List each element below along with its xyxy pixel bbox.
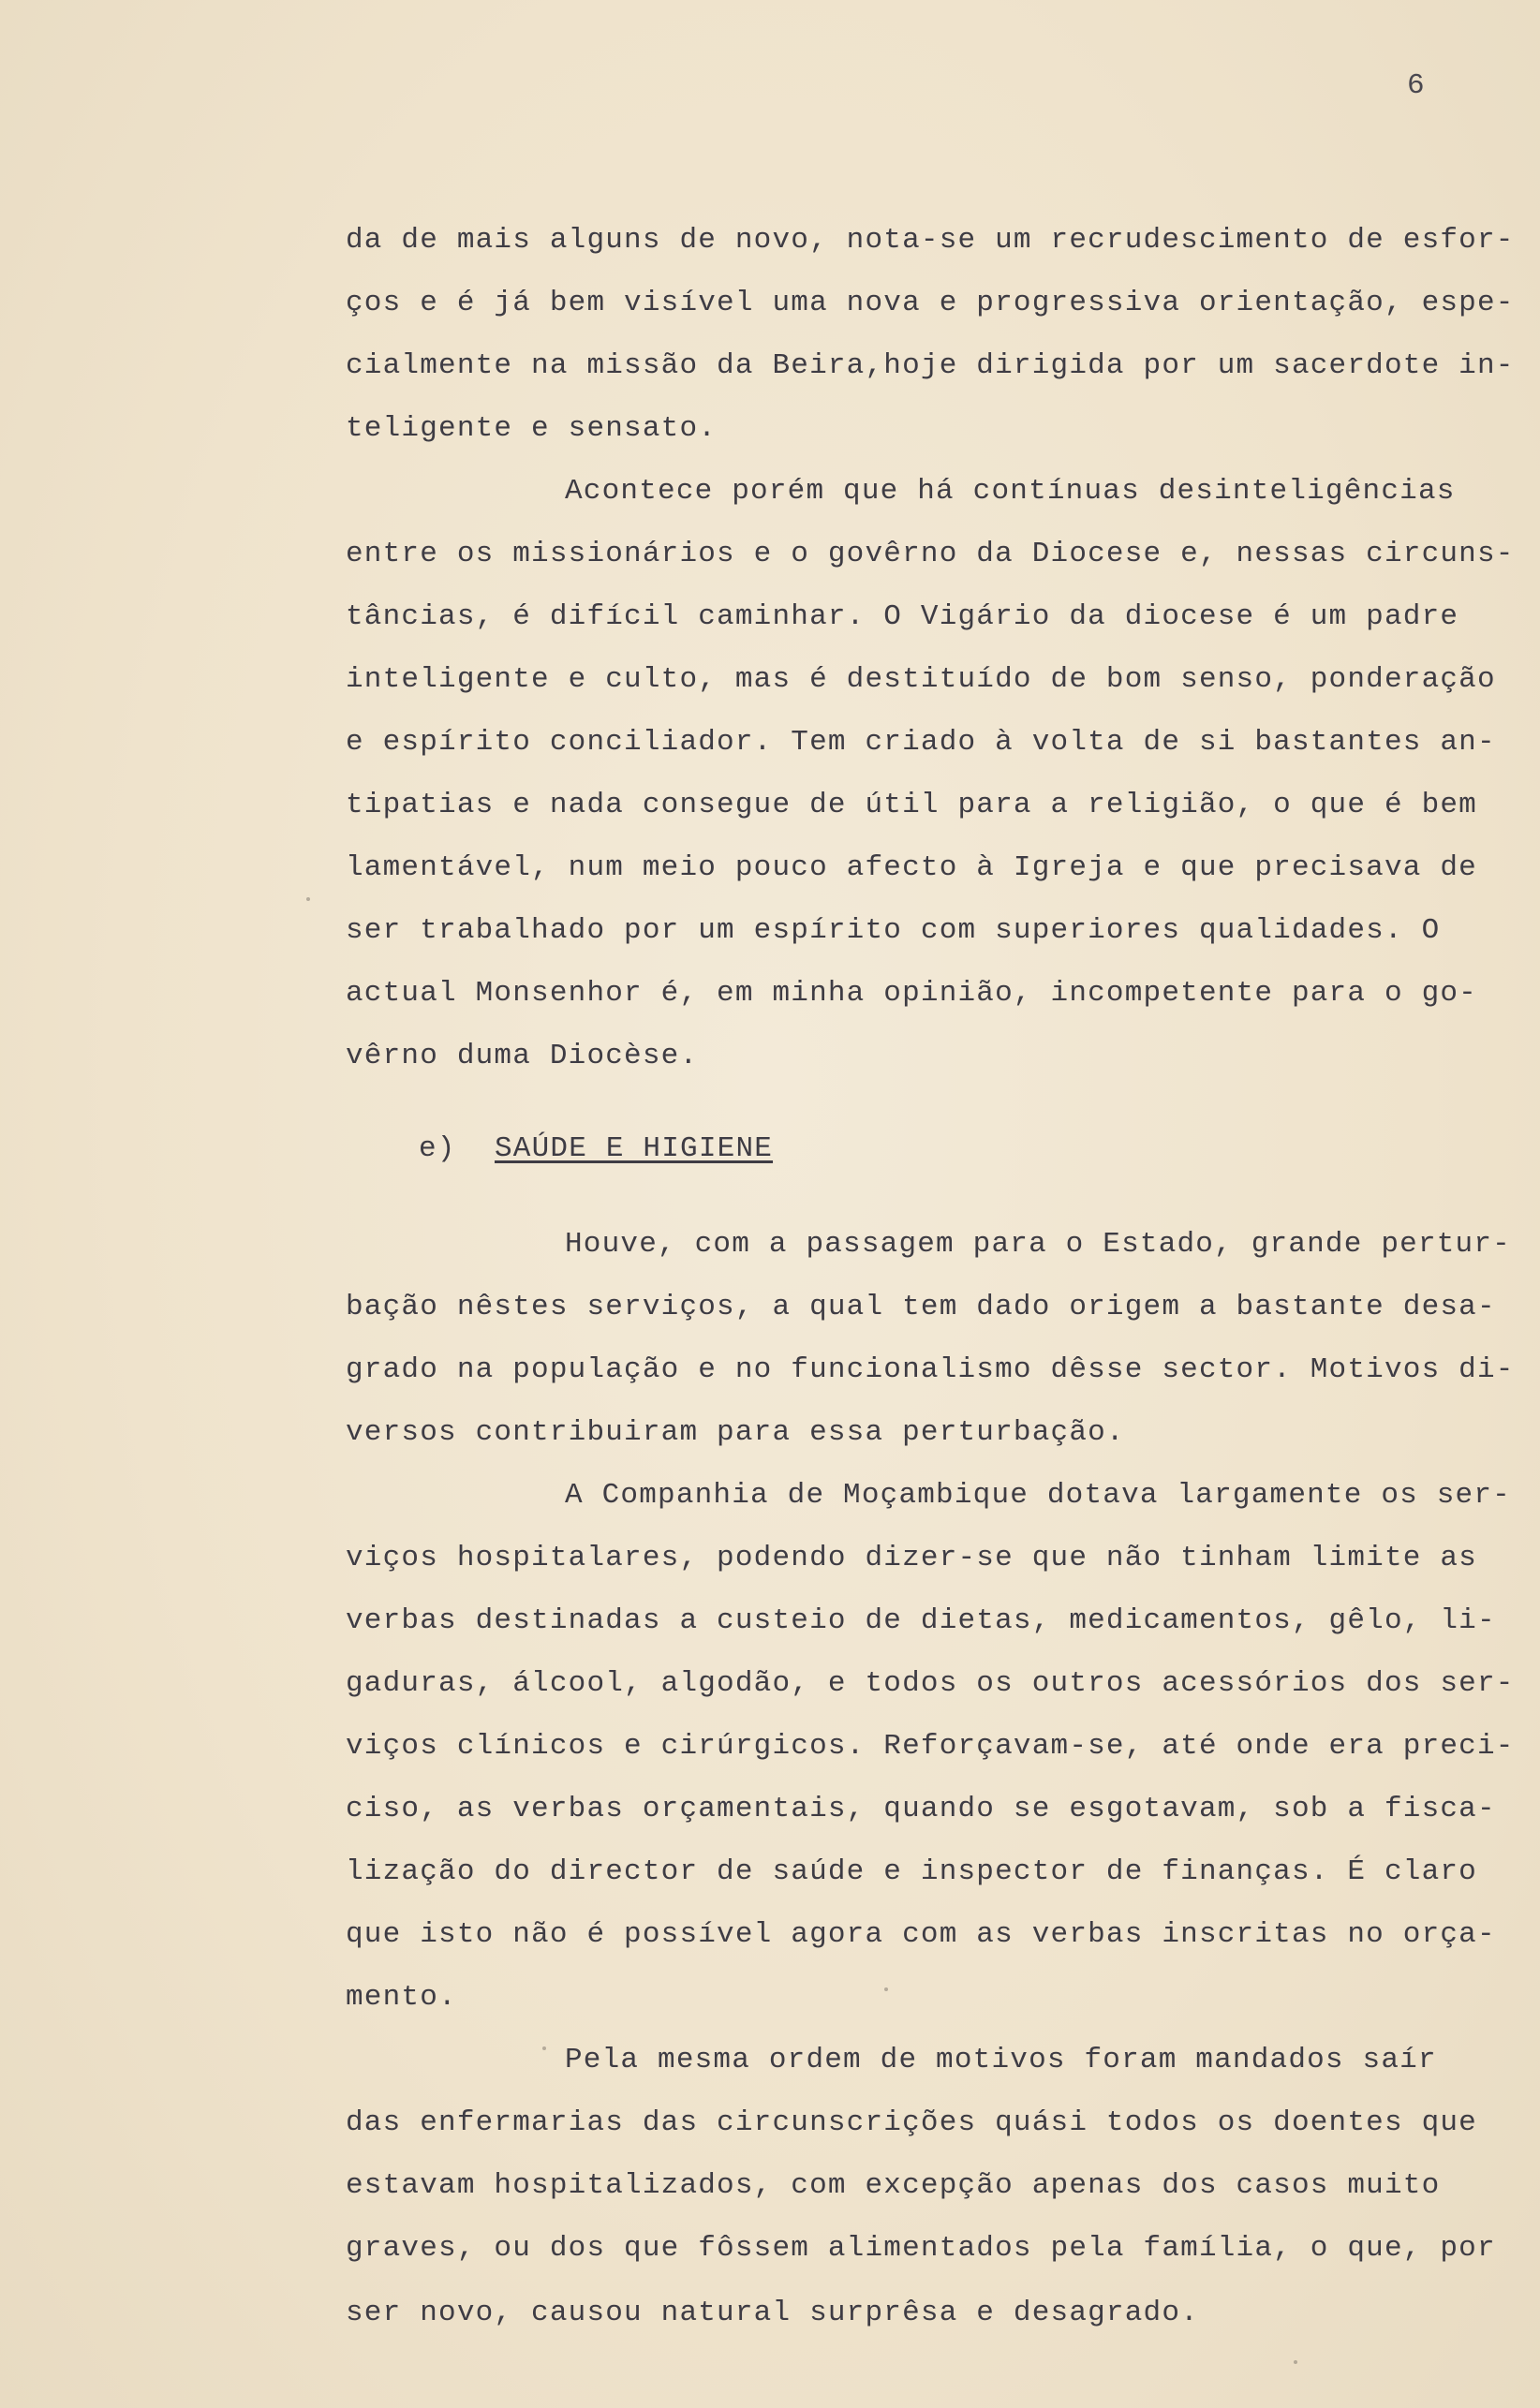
text-line: Houve, com a passagem para o Estado, grande pertur-	[565, 1228, 1511, 1261]
paper-speck	[1294, 2360, 1297, 2364]
text-line: ser novo, causou natural surprêsa e desagrado.	[346, 2297, 1199, 2329]
paper-speck	[542, 2046, 546, 2050]
text-line: Pela mesma ordem de motivos foram mandados saír	[565, 2044, 1437, 2076]
text-line: ciso, as verbas orçamentais, quando se esgotavam, sob a fisca-	[346, 1793, 1496, 1825]
text-line: lização do director de saúde e inspector de finanças. É claro	[346, 1855, 1477, 1888]
text-line: mento.	[346, 1981, 457, 2014]
text-line: viços hospitalares, podendo dizer-se que não tinham limite as	[346, 1542, 1477, 1574]
text-line: graves, ou dos que fôssem alimentados pela família, o que, por	[346, 2232, 1496, 2265]
text-line: A Companhia de Moçambique dotava largamente os ser-	[565, 1479, 1511, 1512]
section-heading: SAÚDE E HIGIENE	[495, 1132, 774, 1165]
section-marker: e)	[419, 1132, 456, 1165]
text-line: versos contribuiram para essa perturbação.	[346, 1416, 1125, 1449]
text-line: lamentável, num meio pouco afecto à Igreja e que precisava de	[346, 851, 1477, 884]
text-line: grado na população e no funcionalismo dêsse sector. Motivos di-	[346, 1353, 1515, 1386]
text-line: estavam hospitalizados, com excepção apenas dos casos muito	[346, 2169, 1441, 2202]
text-line: das enfermarias das circunscrições quási todos os doentes que	[346, 2106, 1477, 2139]
text-line: que isto não é possível agora com as verbas inscritas no orça-	[346, 1918, 1496, 1951]
page-number: 6	[1407, 69, 1425, 102]
text-line: e espírito conciliador. Tem criado à volta de si bastantes an-	[346, 726, 1496, 759]
text-line: inteligente e culto, mas é destituído de bom senso, ponderação	[346, 663, 1496, 696]
paper-speck	[306, 897, 310, 901]
text-line: Acontece porém que há contínuas desinteligências	[565, 475, 1456, 508]
paper-speck	[884, 1987, 888, 1991]
text-line: viços clínicos e cirúrgicos. Reforçavam-se, até onde era preci-	[346, 1730, 1515, 1763]
text-line: actual Monsenhor é, em minha opinião, incompetente para o go-	[346, 977, 1477, 1010]
text-line: tâncias, é difícil caminhar. O Vigário da diocese é um padre	[346, 600, 1459, 633]
text-line: cialmente na missão da Beira,hoje dirigida por um sacerdote in-	[346, 349, 1515, 382]
text-line: ser trabalhado por um espírito com superiores qualidades. O	[346, 914, 1441, 947]
text-line: verbas destinadas a custeio de dietas, medicamentos, gêlo, li-	[346, 1604, 1496, 1637]
text-line: entre os missionários e o govêrno da Diocese e, nessas circuns-	[346, 538, 1515, 570]
text-line: teligente e sensato.	[346, 412, 718, 445]
text-line: vêrno duma Diocèse.	[346, 1040, 699, 1072]
text-line: gaduras, álcool, algodão, e todos os outros acessórios dos ser-	[346, 1667, 1515, 1700]
text-line: tipatias e nada consegue de útil para a religião, o que é bem	[346, 789, 1477, 821]
text-line: bação nêstes serviços, a qual tem dado origem a bastante desa-	[346, 1291, 1496, 1323]
text-line: ços e é já bem visível uma nova e progressiva orientação, espe-	[346, 287, 1515, 319]
text-line: da de mais alguns de novo, nota-se um recrudescimento de esfor-	[346, 224, 1515, 257]
